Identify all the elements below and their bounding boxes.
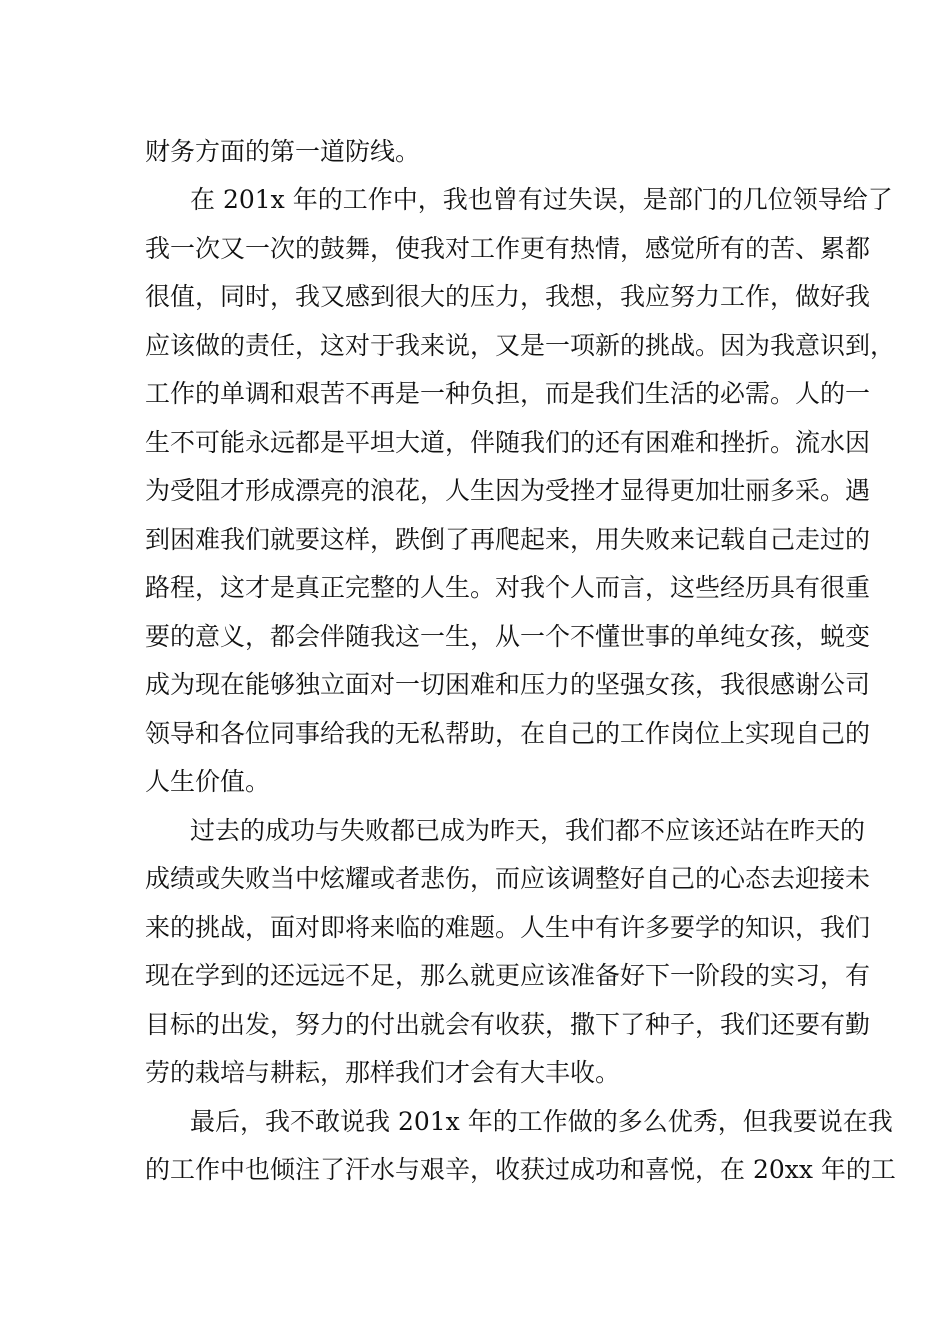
text-line: 成绩或失败当中炫耀或者悲伤，而应该调整好自己的心态去迎接未 <box>145 864 871 893</box>
text-line: 路程，这才是真正完整的人生。对我个人而言，这些经历具有很重 <box>145 573 871 602</box>
text-line: 现在学到的还远远不足，那么就更应该准备好下一阶段的实习，有 <box>145 961 871 990</box>
text-line: 工作的单调和艰苦不再是一种负担，而是我们生活的必需。人的一 <box>145 379 871 408</box>
text-line: 财务方面的第一道防线。 <box>145 137 421 166</box>
text-line: 人生价值。 <box>145 767 271 796</box>
text-line: 要的意义，都会伴随我这一生，从一个不懂世事的单纯女孩，蜕变 <box>145 622 871 651</box>
text-line: 应该做的责任，这对于我来说，又是一项新的挑战。因为我意识到， <box>145 331 896 360</box>
text-line: 的工作中也倾注了汗水与艰辛，收获过成功和喜悦，在 20xx 年的工 <box>145 1155 896 1184</box>
text-line: 我一次又一次的鼓舞，使我对工作更有热情，感觉所有的苦、累都 <box>145 234 871 263</box>
text-line: 劳的栽培与耕耘，那样我们才会有大丰收。 <box>145 1058 621 1087</box>
paragraph-first-line: 最后，我不敢说我 201x 年的工作做的多么优秀，但我要说在我 <box>190 1107 893 1136</box>
text-line: 生不可能永远都是平坦大道，伴随我们的还有困难和挫折。流水因 <box>145 428 871 457</box>
text-line: 为受阻才形成漂亮的浪花，人生因为受挫才显得更加壮丽多采。遇 <box>145 476 871 505</box>
text-line: 到困难我们就要这样，跌倒了再爬起来，用失败来记载自己走过的 <box>145 525 871 554</box>
text-line: 成为现在能够独立面对一切困难和压力的坚强女孩，我很感谢公司 <box>145 670 871 699</box>
text-line: 领导和各位同事给我的无私帮助，在自己的工作岗位上实现自己的 <box>145 719 871 748</box>
paragraph-first-line: 过去的成功与失败都已成为昨天，我们都不应该还站在昨天的 <box>190 816 866 845</box>
text-line: 来的挑战，面对即将来临的难题。人生中有许多要学的知识，我们 <box>145 913 871 942</box>
text-line: 目标的出发，努力的付出就会有收获，撒下了种子，我们还要有勤 <box>145 1010 871 1039</box>
text-line: 很值，同时，我又感到很大的压力，我想，我应努力工作，做好我 <box>145 282 871 311</box>
paragraph-first-line: 在 201x 年的工作中，我也曾有过失误，是部门的几位领导给了 <box>190 185 893 214</box>
